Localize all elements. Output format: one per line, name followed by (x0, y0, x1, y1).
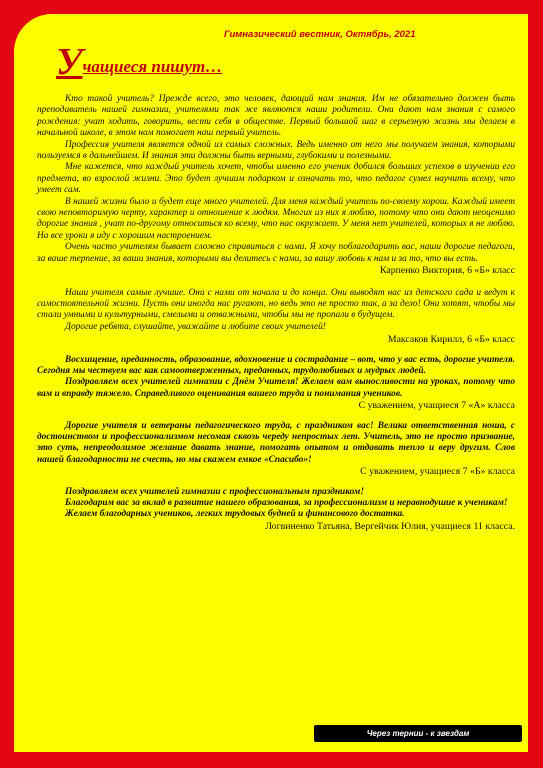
section3-paragraph: Восхищение, преданность, образование, вдохновение и сострадание – вот, что у вас есть, дорогие учителя. Сегодня мы чествуем вас как самоотверженных, преданных, трудолюбивых и мудрых людей. (37, 354, 515, 376)
title-initial: У (56, 41, 83, 83)
title-rest: чащиеся пишут… (82, 57, 223, 76)
section1-paragraph: Профессия учителя является одной из самых сложных. Ведь именно от него мы получаем знания, которыми пользуемся в дальнейшем. И знания эти должны быть верными, глубокими и полезными. (37, 139, 515, 162)
section1-paragraph: Кто такой учитель? Прежде всего, это человек, дающий нам знания. Им не обязательно должен быть преподаватель нашей гимназии, учителями так же являются наши родители. Они дают нам знания с самого рождения: учат ходить, говорить, вести себя в обществе. Первый большой шаг в серьезную жизнь мы делаем в начальной школе, в этом нам помогает наш первый учитель. (37, 94, 515, 139)
footer-motto: Через тернии - к звездам (314, 725, 522, 742)
section2-paragraph: Дорогие ребята, слушайте, уважайте и любите своих учителей! (65, 321, 326, 332)
section2-paragraph: Наши учителя самые лучшие. Они с нами от начала и до конца. Они выводят нас из детского сада и ведут к самостоятельной жизни. Пусть они иногда нас ругают, но ведь это не просто так, а за дело! Они хотят, чтобы мы стали умными и культурными, смелыми и отважными, чтобы мы не пропали в будущем. (37, 287, 515, 321)
section1-paragraph: Очень часто учителям бывает сложно справиться с нами. Я хочу поблагодарить вас, наши дорогие педагоги, за ваше терпение, за ваши знания, которыми вы делитесь с нами, за вашу любовь к нам и за то, что вы есть. (37, 242, 515, 264)
section3-signature: С уважением, учащиеся 7 «А» класса (358, 400, 515, 412)
newsletter-header: Гимназический вестник, Октябрь, 2021 (224, 29, 416, 40)
section1-paragraph: В нашей жизни было и будет еще много учителей. Для меня каждый учитель по-своему хорош. Каждый имеет свою неповторимую черту, характер и отношение к людям. Многих из них я люблю, потому что они дают неоценимо дорогие знания , учат по-другому относиться ко всему, что нас окружает. У меня нет учителей, которых я не люблю. На все уроки я иду с хорошим настроением. (37, 196, 515, 241)
section5-signature: Логвиненко Татьяна, Вергейчик Юлия, учащиеся 11 класса. (265, 520, 515, 532)
section5-paragraph: Желаем благодарных учеников, легких трудовых будней и финансового достатка. (65, 509, 405, 520)
newsletter-page (14, 14, 528, 752)
section1-paragraph: Мне кажется, что каждый учитель хочет, чтобы именно его ученик добился больших успехов в изучении его предмета, во взрослой жизни. Это будет лучшим подарком и означать то, что педагог сумел научить всему, что умеет сам. (37, 162, 515, 196)
section2-signature: Максаков Кирилл, 6 «Б» класс (387, 334, 515, 346)
section5-paragraph: Благодарим вас за вклад в развитие нашего образования, за профессионализм и неравнодушие к ученикам! (65, 498, 508, 508)
article-body (37, 94, 515, 532)
section3-paragraph: Поздравляем всех учителей гимназии с Днём Учителя! Желаем вам выносливости на уроках, потому что вам и вправду тяжело. Справедливого оценивания вашего труда и понимания учеников. (37, 377, 515, 399)
section5-paragraph: Поздравляем всех учителей гимназии с профессиональным праздником! (65, 486, 364, 497)
section4-paragraph: Дорогие учителя и ветераны педагогического труда, с праздником вас! Велика ответственная ноша, с достоинством и профессионализмом несомая сквозь череду непростых лет. Учитель, это не просто призвание, это суть, непреодолимое желание давать знание, помогать опытом и отдавать тепло и веру другим. Слов нашей благодарности не счесть, но мы скажем емкое «Спасибо»! (37, 420, 515, 465)
section4-signature: С уважением, учащиеся 7 «Б» класса (360, 466, 515, 478)
section1-signature: Карпенко Виктория, 6 «Б» класс (379, 265, 515, 277)
page-title (56, 40, 222, 84)
